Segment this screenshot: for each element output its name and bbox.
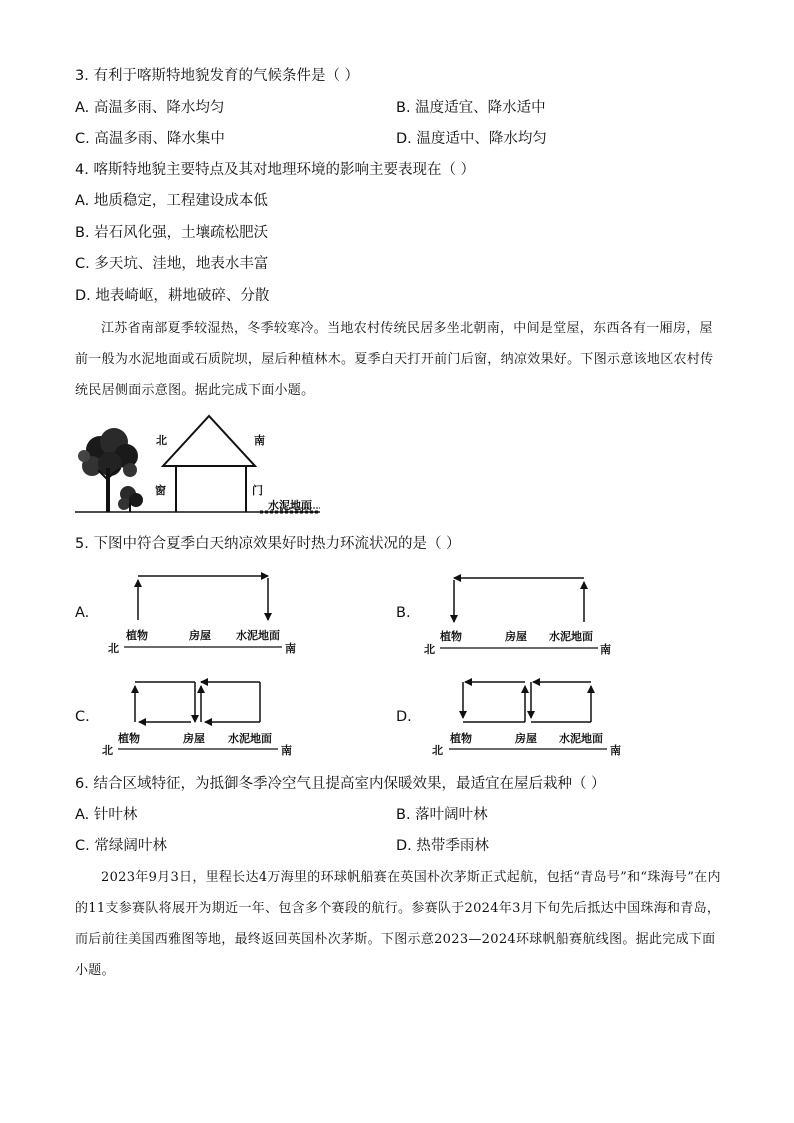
q6-stem: 6. 结合区域特征，为抵御冬季冷空气且提高室内保暖效果，最适宜在屋后栽种（ ） [75,776,606,792]
passage-house: 江苏省南部夏季较湿热，冬季较寒冷。当地农村传统民居多坐北朝南，中间是堂屋，东西各有一厢房，屋前一般为水泥地面或石质院坝，屋后种植林木。夏季白天打开前门后窗，纳凉效果好。下图示意该地区农村传统民居侧面示意图。据此完成下面小题。 [75,321,714,398]
c-label-north: 北 [102,744,113,757]
house-label-door: 门 [252,484,263,497]
d-label-south: 南 [610,744,621,757]
diagram-option-a [108,576,296,655]
q6-option-b: B. 落叶阔叶林 [396,807,488,823]
b-label-south: 南 [600,643,611,656]
diagram-option-b [424,578,611,656]
b-label-ground: 水泥地面 [549,630,593,643]
q4-option-d: D. 地表崎岖，耕地破碎、分散 [75,288,270,304]
c-label-house: 房屋 [183,732,205,745]
house-label-ground: 水泥地面 [268,499,312,512]
diagram-option-d [432,682,621,757]
q3-stem: 3. 有利于喀斯特地貌发育的气候条件是（ ） [75,68,360,84]
q4-stem: 4. 喀斯特地貌主要特点及其对地理环境的影响主要表现在（ ） [75,162,476,178]
c-label-south: 南 [281,744,292,757]
a-label-north: 北 [108,642,119,655]
q3-option-a: A. 高温多雨、降水均匀 [75,100,225,116]
house-figure [70,408,340,523]
passage-sailing: 2023年9月3日，里程长达4万海里的环球帆船赛在英国朴次茅斯正式起航，包括“青岛号”和“珠海号”在内的11支参赛队将展开为期近一年、包含多个赛段的航行。参赛队于2024年3月下旬先后抵达中国珠海和青岛，而后前往美国西雅图等地，最终返回英国朴次茅斯。下图示意2023—2024环球帆船赛航线图。据此完成下面小题。 [75,870,721,978]
b-label-house: 房屋 [505,630,527,643]
q5-option-b-letter: B. [396,605,411,621]
q3-option-c: C. 高温多雨、降水集中 [75,131,225,147]
q6-option-d: D. 热带季雨林 [396,838,489,854]
q6-option-a: A. 针叶林 [75,807,138,823]
q3-option-d: D. 温度适中、降水均匀 [396,131,547,147]
q6-option-c: C. 常绿阔叶林 [75,838,167,854]
q5-stem: 5. 下图中符合夏季白天纳凉效果好时热力环流状况的是（ ） [75,536,461,552]
a-label-house: 房屋 [189,629,211,642]
q4-option-b: B. 岩石风化强，土壤疏松肥沃 [75,225,269,241]
a-label-ground: 水泥地面 [236,629,280,642]
q5-option-d-letter: D. [396,709,412,725]
b-label-north: 北 [424,643,435,656]
b-label-plants: 植物 [440,630,462,643]
c-label-ground: 水泥地面 [228,732,272,745]
d-label-house: 房屋 [515,732,537,745]
q5-option-a-letter: A. [75,605,90,621]
c-label-plants: 植物 [118,732,140,745]
q3-option-b: B. 温度适宜、降水适中 [396,100,546,116]
q5-option-c-letter: C. [75,709,90,725]
house-label-window: 窗 [155,484,166,497]
diagram-option-c [102,682,292,757]
q4-option-a: A. 地质稳定，工程建设成本低 [75,193,268,209]
q4-option-c: C. 多天坑、洼地，地表水丰富 [75,256,269,272]
house-label-north: 北 [156,434,167,447]
d-label-north: 北 [432,744,443,757]
tree-icon [78,428,143,512]
a-label-plants: 植物 [126,629,148,642]
d-label-plants: 植物 [450,732,472,745]
house-label-south: 南 [254,434,265,447]
a-label-south: 南 [285,642,296,655]
d-label-ground: 水泥地面 [559,732,603,745]
